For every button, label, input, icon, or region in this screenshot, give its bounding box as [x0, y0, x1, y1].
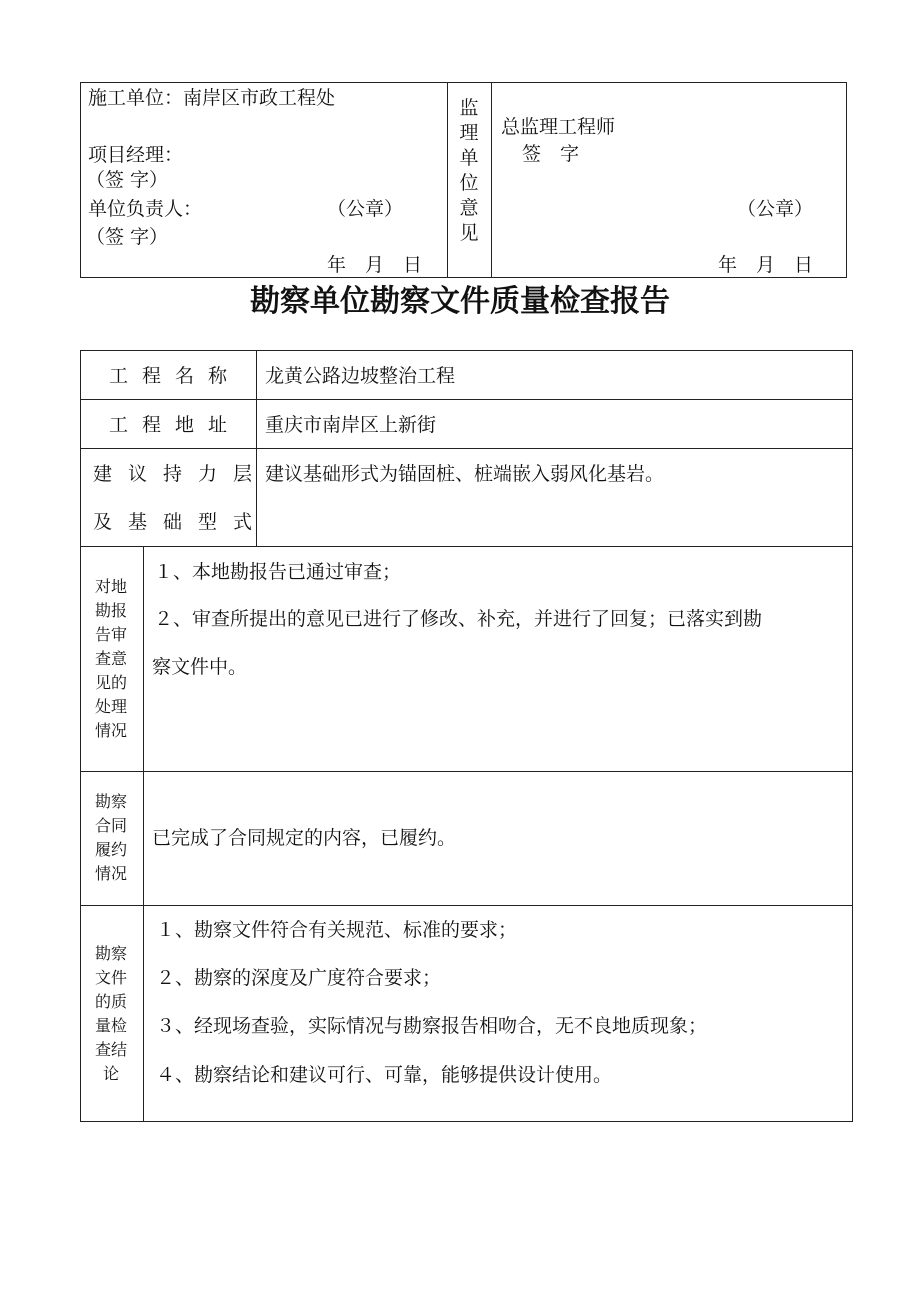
- date-right: 年 月 日: [718, 254, 814, 276]
- date-left: 年 月 日: [327, 254, 423, 276]
- conclusion-item-4: ４、勘察结论和建议可行、可靠，能够提供设计使用。: [156, 1064, 613, 1086]
- supervisor-opinion-label: 监理单位意见: [459, 97, 479, 244]
- unit-leader-label: 单位负责人：: [88, 198, 203, 220]
- seal-right: （公章）: [737, 198, 814, 220]
- col-divider: [143, 546, 144, 1122]
- row-divider: [80, 399, 853, 400]
- conclusion-label: 勘察文件的质量检查结论: [94, 944, 127, 1083]
- project-name-value: 龙黄公路边坡整治工程: [265, 365, 456, 387]
- review-label: 对地勘报告审查意见的处理情况: [94, 577, 127, 740]
- seal-left: （公章）: [327, 198, 404, 220]
- bearing-label-line1: 建议持力层: [93, 463, 269, 485]
- sign-label-2: （签 字）: [86, 226, 169, 248]
- conclusion-item-2: ２、勘察的深度及广度符合要求；: [156, 967, 442, 989]
- project-address-label: 工程地址: [109, 414, 242, 436]
- project-manager-label: 项目经理：: [88, 144, 184, 166]
- row-divider: [80, 771, 853, 772]
- row-divider: [80, 448, 853, 449]
- approval-divider-1: [447, 82, 448, 278]
- project-address-value: 重庆市南岸区上新街: [265, 414, 437, 436]
- review-item-2-cont: 察文件中。: [152, 656, 248, 678]
- contract-label: 勘察合同履约情况: [94, 792, 127, 883]
- conclusion-item-1: １、勘察文件符合有关规范、标准的要求；: [156, 919, 518, 941]
- approval-divider-2: [491, 82, 492, 278]
- construction-unit: 施工单位：南岸区市政工程处: [88, 87, 336, 109]
- bearing-value: 建议基础形式为锚固桩、桩端嵌入弱风化基岩。: [265, 463, 665, 485]
- contract-value: 已完成了合同规定的内容，已履约。: [152, 827, 457, 849]
- row-divider: [80, 905, 853, 906]
- conclusion-item-3: ３、经现场查验，实际情况与勘察报告相吻合，无不良地质现象；: [156, 1015, 708, 1037]
- review-item-2: ２、审查所提出的意见已进行了修改、补充，并进行了回复；已落实到勘: [154, 608, 763, 630]
- project-name-label: 工程名称: [109, 365, 242, 387]
- row-divider: [80, 546, 853, 547]
- review-item-1: １、本地勘报告已通过审查；: [154, 561, 402, 583]
- chief-engineer-label: 总监理工程师: [501, 116, 616, 138]
- sign-label-right: 签 字: [522, 143, 580, 165]
- bearing-label-line2: 及基础型式: [93, 511, 269, 533]
- page-title: 勘察单位勘察文件质量检查报告: [250, 284, 670, 319]
- sign-label-1: （签 字）: [86, 169, 169, 191]
